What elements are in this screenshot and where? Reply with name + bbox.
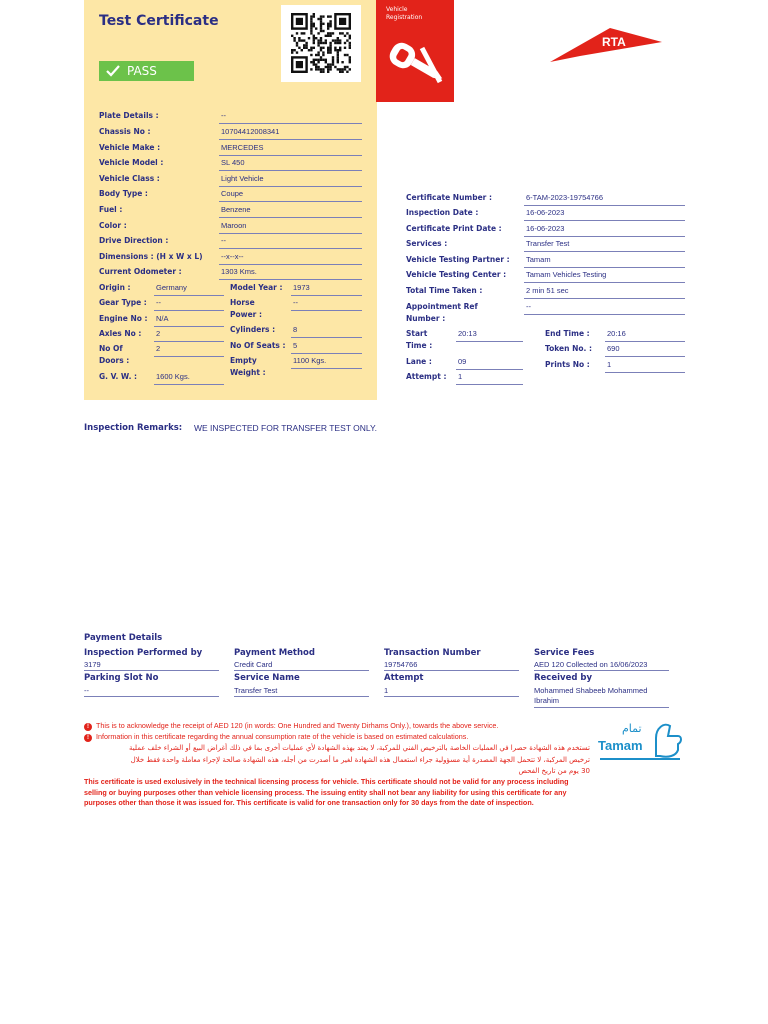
model-year-value: 1973 — [293, 283, 310, 292]
qr-code-icon — [281, 5, 361, 82]
parking-slot-label: Parking Slot No — [84, 673, 159, 683]
gear-type-label: Gear Type : — [99, 298, 147, 307]
received-by-value-line2: Ibrahim — [534, 696, 560, 705]
testing-partner-label: Vehicle Testing Partner : — [406, 255, 510, 264]
engine-label: Engine No : — [99, 314, 148, 323]
english-disclaimer — [84, 777, 594, 809]
prints-value: 1 — [607, 360, 612, 369]
divider — [84, 670, 219, 671]
services-label: Services : — [406, 239, 448, 248]
divider — [84, 696, 219, 697]
divider — [456, 384, 523, 385]
english-disclaimer-line1: This certificate is used exclusively in the technical licensing process for vehicle. This certificate should not be valid for any process including — [84, 777, 569, 786]
divider — [384, 670, 519, 671]
chassis-label: Chassis No : — [99, 127, 151, 136]
cylinders-label: Cylinders : — [230, 325, 276, 334]
cylinders-value: 8 — [293, 325, 298, 334]
divider — [154, 356, 224, 357]
divider — [524, 251, 685, 252]
doors-value: 2 — [156, 344, 161, 353]
fuel-label: Fuel : — [99, 205, 123, 214]
divider — [291, 353, 362, 354]
red-box-caption: Vehicle Registration — [386, 6, 423, 21]
divider — [524, 220, 685, 221]
end-time-value: 20:16 — [607, 329, 626, 338]
divider — [524, 236, 685, 237]
services-value: Transfer Test — [526, 239, 570, 248]
make-value: MERCEDES — [221, 143, 264, 152]
divider — [219, 155, 362, 156]
odometer-label: Current Odometer : — [99, 267, 182, 276]
divider — [219, 233, 362, 234]
inspection-date-value: 16-06-2023 — [526, 208, 565, 217]
service-name-label: Service Name — [234, 673, 300, 683]
divider — [524, 205, 685, 206]
arabic-disclaimer-line1: تستخدم هذه الشهادة حصرا في العمليات الخاصة بالترخيص الفني للمركبة، لا يعتد بهذه الشهادة لأي عمليات أخرى بما في ذلك أغراض البيع أو الشراء خلف عملية — [129, 744, 590, 752]
divider — [524, 267, 685, 268]
divider — [605, 356, 685, 357]
certificate-title: Test Certificate — [99, 13, 219, 29]
doors-label-line1: No Of — [99, 344, 123, 353]
divider — [154, 341, 224, 342]
model-value: SL 450 — [221, 158, 245, 167]
print-date-value: 16-06-2023 — [526, 224, 565, 233]
divider — [219, 201, 362, 202]
class-label: Vehicle Class : — [99, 174, 160, 183]
lane-value: 09 — [458, 357, 467, 366]
inspection-remarks-label: Inspection Remarks: — [84, 423, 183, 433]
service-fees-label: Service Fees — [534, 648, 595, 658]
horse-power-label-line2: Power : — [230, 310, 262, 319]
origin-label: Origin : — [99, 283, 131, 292]
payment-method-label: Payment Method — [234, 648, 315, 658]
car-key-icon — [382, 38, 450, 98]
performed-by-label: Inspection Performed by — [84, 648, 203, 658]
received-by-value-line1: Mohammed Shabeeb Mohammed — [534, 686, 648, 695]
class-value: Light Vehicle — [221, 174, 264, 183]
rta-logo — [550, 28, 662, 70]
notice-consumption — [84, 732, 468, 742]
divider — [534, 670, 669, 671]
token-value: 690 — [607, 344, 620, 353]
notice-receipt-text: This is to acknowledge the receipt of AED 120 (in words: One Hundred and Twenty Dirhams Only.), towards the above service. — [96, 721, 499, 730]
gear-type-value: -- — [156, 298, 161, 307]
divider — [219, 248, 362, 249]
notice-receipt — [84, 721, 498, 731]
payment-attempt-label: Attempt — [384, 673, 424, 683]
fuel-value: Benzene — [221, 205, 251, 214]
start-time-value: 20:13 — [458, 329, 477, 338]
pass-badge — [99, 61, 194, 81]
transaction-number-label: Transaction Number — [384, 648, 481, 658]
arabic-disclaimer — [84, 743, 590, 778]
pass-label: PASS — [127, 64, 157, 78]
rta-logo-text: RTA — [602, 35, 626, 49]
odometer-value: 1303 Kms. — [221, 267, 257, 276]
attempt-value: 1 — [458, 372, 463, 381]
seats-value: 5 — [293, 341, 298, 350]
gvw-value: 1600 Kgs. — [156, 372, 190, 381]
payment-method-value: Credit Card — [234, 660, 273, 669]
lane-label: Lane : — [406, 357, 432, 366]
divider — [524, 282, 685, 283]
divider — [154, 384, 224, 385]
divider — [384, 696, 519, 697]
qr-code — [281, 5, 361, 82]
payment-details-title: Payment Details — [84, 633, 163, 643]
color-value: Maroon — [221, 221, 247, 230]
body-type-label: Body Type : — [99, 189, 148, 198]
divider — [291, 368, 362, 369]
prints-label: Prints No : — [545, 360, 590, 369]
color-label: Color : — [99, 221, 127, 230]
end-time-label: End Time : — [545, 329, 590, 338]
drive-direction-label: Drive Direction : — [99, 236, 169, 245]
notice-consumption-text: Information in this certificate regarding the annual consumption rate of the vehicle is based on estimated calculations. — [96, 732, 469, 741]
axles-label: Axles No : — [99, 329, 142, 338]
engine-value: N/A — [156, 314, 169, 323]
attempt-label: Attempt : — [406, 372, 447, 381]
axles-value: 2 — [156, 329, 161, 338]
certificate-number-value: 6-TAM-2023-19754766 — [526, 193, 603, 202]
origin-value: Germany — [156, 283, 187, 292]
divider — [154, 326, 224, 327]
divider — [534, 707, 669, 708]
make-label: Vehicle Make : — [99, 143, 161, 152]
divider — [219, 123, 362, 124]
english-disclaimer-line2: selling or buying purposes other than vehicle licensing process. The issuing entity shall not bear any liability for using this certificate for any — [84, 787, 567, 797]
start-time-label-line2: Time : — [406, 341, 433, 350]
certificate-number-label: Certificate Number : — [406, 193, 492, 202]
empty-weight-label-line1: Empty — [230, 356, 257, 365]
doors-label-line2: Doors : — [99, 356, 130, 365]
dimensions-value: --x--x-- — [221, 252, 244, 261]
divider — [605, 372, 685, 373]
divider — [219, 170, 362, 171]
service-fees-value: AED 120 Collected on 16/06/2023 — [534, 660, 648, 669]
english-disclaimer-line3: purposes other than those it was issued for. This certificate is valid for one transaction only for 30 days from the date of inspection. — [84, 798, 534, 807]
arabic-disclaimer-line3: 30 يوم من تاريخ الفحص — [518, 767, 590, 775]
print-date-label: Certificate Print Date : — [406, 224, 502, 233]
dimensions-label: Dimensions : (H x W x L) — [99, 252, 203, 261]
time-taken-label: Total Time Taken : — [406, 286, 483, 295]
divider — [234, 670, 369, 671]
body-type-value: Coupe — [221, 189, 244, 198]
info-icon: ! — [84, 723, 92, 731]
empty-weight-value: 1100 Kgs. — [293, 356, 327, 365]
divider — [456, 369, 523, 370]
parking-slot-value: -- — [84, 686, 89, 695]
divider — [219, 279, 362, 280]
testing-center-value: Tamam Vehicles Testing — [526, 270, 607, 279]
plate-details-value: -- — [221, 111, 226, 120]
empty-weight-label-line2: Weight : — [230, 368, 266, 377]
divider — [524, 298, 685, 299]
divider — [219, 217, 362, 218]
performed-by-value: 3179 — [84, 660, 101, 669]
info-icon: ! — [84, 734, 92, 742]
service-name-value: Transfer Test — [234, 686, 278, 695]
appointment-label-line1: Appointment Ref — [406, 302, 478, 311]
divider — [605, 341, 685, 342]
plate-details-label: Plate Details : — [99, 111, 159, 120]
testing-center-label: Vehicle Testing Center : — [406, 270, 507, 279]
tamam-logo-arabic: تمام — [622, 722, 642, 735]
horse-power-value: -- — [293, 298, 298, 307]
inspection-remarks-value: WE INSPECTED FOR TRANSFER TEST ONLY. — [194, 423, 377, 433]
divider — [219, 186, 362, 187]
check-icon — [105, 64, 121, 78]
model-label: Vehicle Model : — [99, 158, 164, 167]
chassis-value: 10704412008341 — [221, 127, 280, 136]
divider — [524, 314, 685, 315]
divider — [154, 310, 224, 311]
tamam-logo — [598, 718, 684, 772]
divider — [291, 337, 362, 338]
appointment-label-line2: Number : — [406, 314, 446, 323]
divider — [456, 341, 523, 342]
received-by-label: Received by — [534, 673, 593, 683]
payment-attempt-value: 1 — [384, 686, 389, 695]
vehicle-registration-badge — [376, 0, 454, 102]
horse-power-label-line1: Horse — [230, 298, 255, 307]
gvw-label: G. V. W. : — [99, 372, 138, 381]
transaction-number-value: 19754766 — [384, 660, 418, 669]
inspection-date-label: Inspection Date : — [406, 208, 479, 217]
model-year-label: Model Year : — [230, 283, 283, 292]
seats-label: No Of Seats : — [230, 341, 286, 350]
testing-partner-value: Tamam — [526, 255, 551, 264]
divider — [219, 264, 362, 265]
arabic-disclaimer-line2: ترخيص المركبة، لا تتحمل الجهة المصدرة أية مسؤولية جراء استعمال هذه الشهادة لغير ما أصدرت من أجله، هذه الشهادة صالحة لإجراء معاملة واحدة فقط خلال — [130, 755, 590, 764]
divider — [291, 295, 362, 296]
drive-direction-value: -- — [221, 236, 226, 245]
appointment-value: -- — [526, 302, 531, 311]
divider — [291, 310, 362, 311]
token-label: Token No. : — [545, 344, 592, 353]
time-taken-value: 2 min 51 sec — [526, 286, 569, 295]
start-time-label-line1: Start — [406, 329, 428, 338]
divider — [234, 696, 369, 697]
tamam-logo-text: Tamam — [598, 738, 643, 753]
divider — [219, 139, 362, 140]
divider — [154, 295, 224, 296]
